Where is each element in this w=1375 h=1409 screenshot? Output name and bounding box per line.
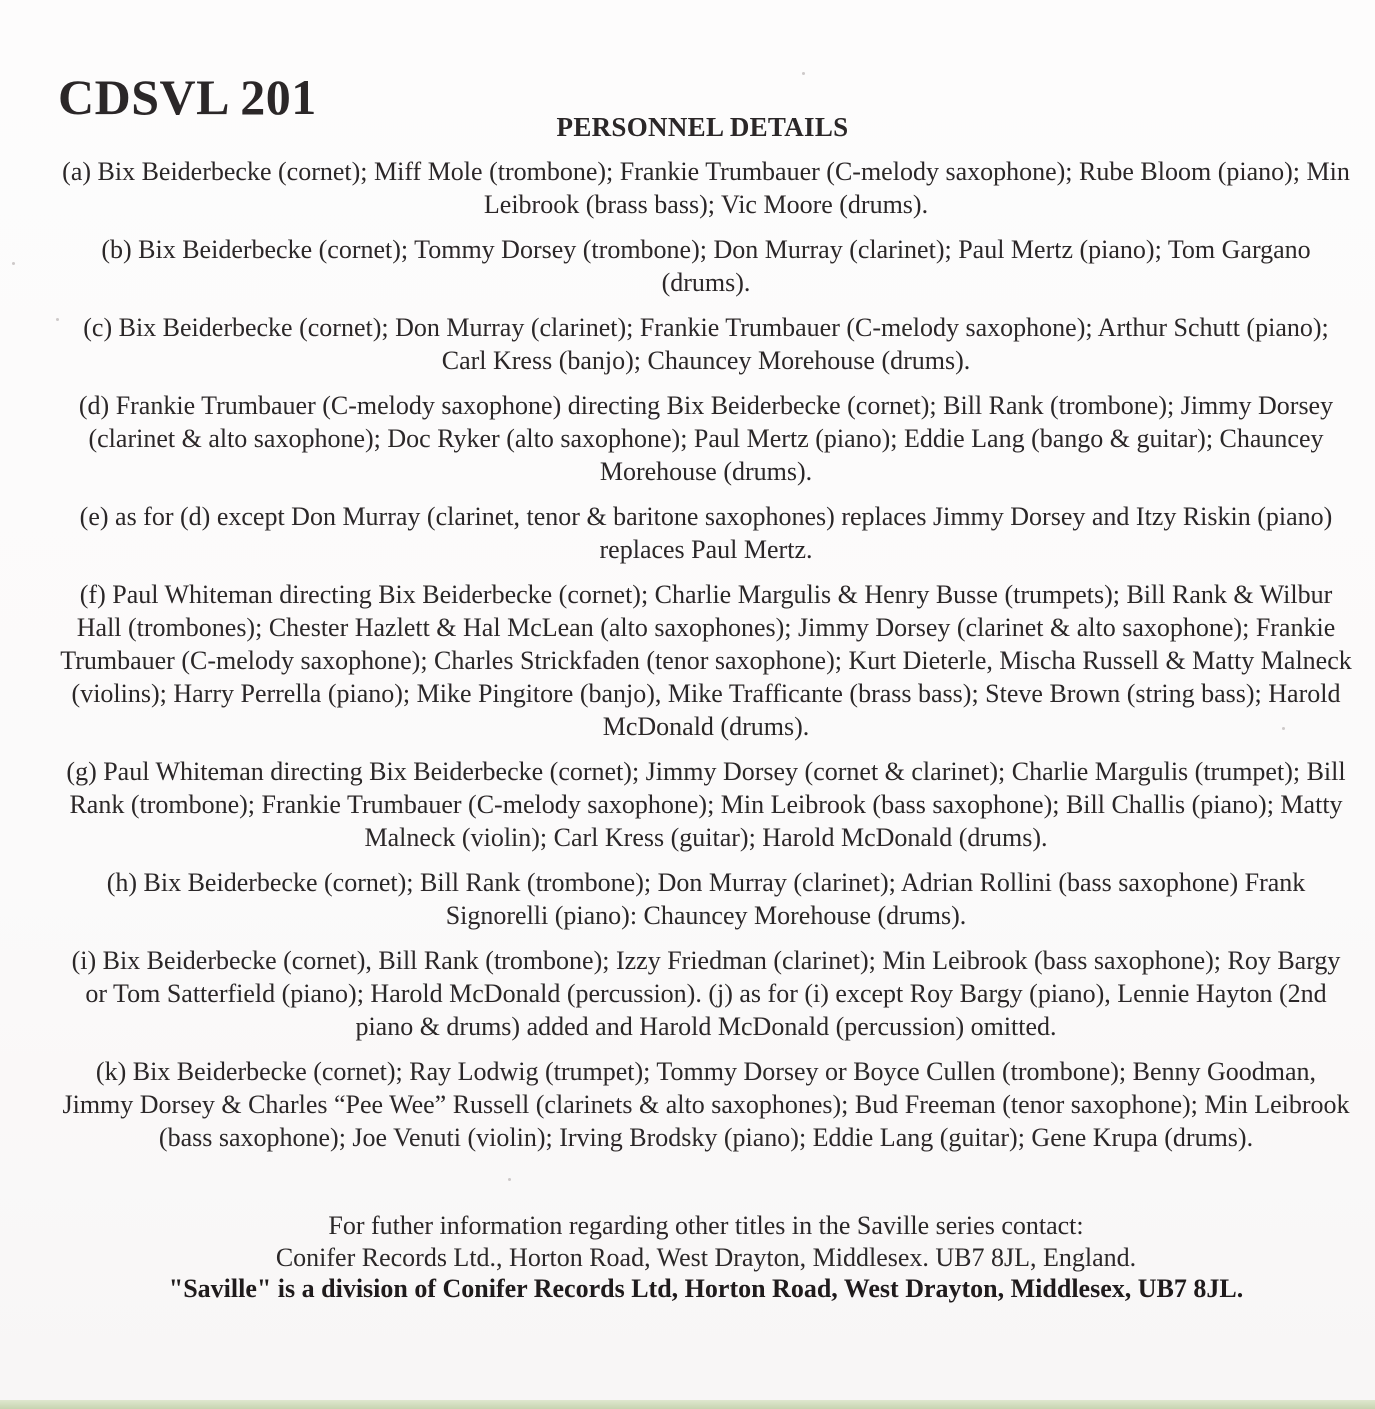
personnel-entry-k: (k) Bix Beiderbecke (cornet); Ray Lodwig (trumpet); Tommy Dorsey or Boyce Cullen (trombone); Benny Goodman, Jimmy Dorsey & Charles “Pee Wee” Russell (clarinets & alto saxophones); Bud Freeman (tenor saxophone); Min Leibrook (bass saxophone); Joe Venuti (violin); Irving Brodsky (piano); Eddie Lang (guitar); Gene Krupa (drums). [62,1057,1350,1152]
paper-speck [12,262,15,265]
paper-speck [1282,727,1285,730]
paper-speck [56,318,59,321]
contact-intro: For futher information regarding other titles in the Saville series contact: [328,1211,1084,1240]
personnel-entry-d: (d) Frankie Trumbauer (C-melody saxophone) directing Bix Beiderbecke (cornet); Bill Rank (trombone); Jimmy Dorsey (clarinet & alto saxophone); Doc Ryker (alto saxophone); Paul Mertz (piano); Eddie Lang (bango & guitar); Chauncey Morehouse (drums). [78,391,1334,486]
personnel-entry-i-j: (i) Bix Beiderbecke (cornet), Bill Rank (trombone); Izzy Friedman (clarinet); Min Leibrook (bass saxophone); Roy Bargy or Tom Satterfield (piano); Harold McDonald (percussion). (j) as for (i) except Roy Bargy (piano), Lennie Hayton (2nd piano & drums) added and Harold McDonald (percussion) omitted. [71,946,1341,1041]
personnel-entry-b: (b) Bix Beiderbecke (cornet); Tommy Dorsey (trombone); Don Murray (clarinet); Paul Mertz (piano); Tom Gargano (drums). [101,235,1311,297]
paper-speck [508,1178,511,1181]
personnel-entry-f: (f) Paul Whiteman directing Bix Beiderbecke (cornet); Charlie Margulis & Henry Busse (trumpets); Bill Rank & Wilbur Hall (trombones); Chester Hazlett & Hal McLean (alto saxophones); Jimmy Dorsey (clarinet & alto saxophone); Frankie Trumbauer (C-melody saxophone); Charles Strickfaden (tenor saxophone); Kurt Dieterle, Mischa Russell & Matty Malneck (violins); Harry Perrella (piano); Mike Pingitore (banjo), Mike Trafficante (brass bass); Steve Brown (string bass); Harold McDonald (drums). [60,580,1352,741]
personnel-entry-e: (e) as for (d) except Don Murray (clarinet, tenor & baritone saxophones) replaces Jimmy Dorsey and Itzy Riskin (piano) replaces Paul Mertz. [79,502,1333,564]
label-statement: "Saville" is a division of Conifer Records Ltd, Horton Road, West Drayton, Middlesex, UB7 8JL. [168,1274,1244,1303]
catalog-number: CDSVL 201 [58,69,317,125]
page-bottom-edge [0,1400,1375,1409]
personnel-entry-c: (c) Bix Beiderbecke (cornet); Don Murray (clarinet); Frankie Trumbauer (C-melody saxophone); Arthur Schutt (piano); Carl Kress (banjo); Chauncey Morehouse (drums). [83,313,1329,375]
personnel-entry-h: (h) Bix Beiderbecke (cornet); Bill Rank (trombone); Don Murray (clarinet); Adrian Rollini (bass saxophone) Frank Signorelli (piano): Chauncey Morehouse (drums). [106,868,1306,930]
contact-address: Conifer Records Ltd., Horton Road, West Drayton, Middlesex. UB7 8JL, England. [275,1243,1137,1272]
personnel-entry-g: (g) Paul Whiteman directing Bix Beiderbecke (cornet); Jimmy Dorsey (cornet & clarinet); Charlie Margulis (trumpet); Bill Rank (trombone); Frankie Trumbauer (C-melody saxophone); Min Leibrook (bass saxophone); Bill Challis (piano); Matty Malneck (violin); Carl Kress (guitar); Harold McDonald (drums). [66,757,1346,852]
section-heading: PERSONNEL DETAILS [556,112,849,142]
personnel-entry-a: (a) Bix Beiderbecke (cornet); Miff Mole (trombone); Frankie Trumbauer (C-melody saxophone); Rube Bloom (piano); Min Leibrook (brass bass); Vic Moore (drums). [62,157,1350,219]
paper-speck [802,72,805,75]
contact-block [58,1210,1354,1304]
personnel-list [58,155,1354,1166]
